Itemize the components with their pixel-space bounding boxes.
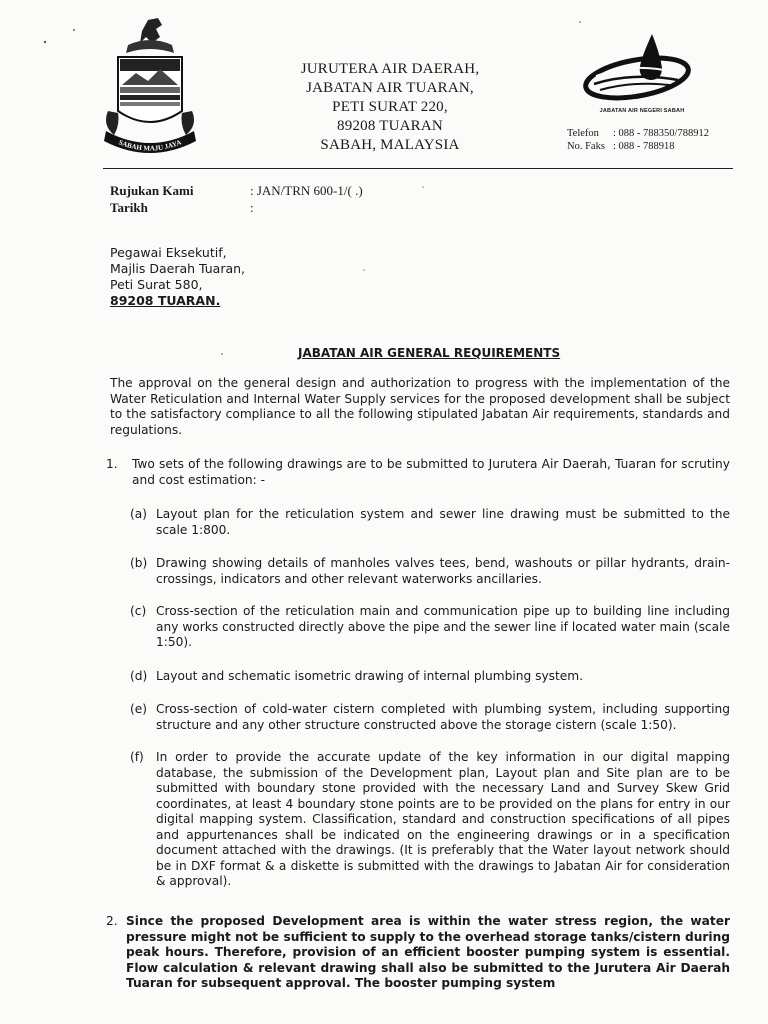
sub-item-text: Cross-section of the reticulation main and communication pipe up to building line including any works constructed directly above the pipe and the sewer line if located water main (scale 1:50). [156,604,730,649]
address-line: SABAH, MALAYSIA [320,137,460,153]
intro-paragraph: The approval on the general design and authorization to progress with the implementation of the Water Reticulation and Internal Water Supply services for the proposed development shall be subject to the satisfactory compliance to all the following stipulated Jabatan Air requirements, standards and regulations. [110,376,730,437]
sub-item-letter: (d) [130,669,148,683]
sub-item-text: Layout and schematic isometric drawing of internal plumbing system. [156,669,584,683]
address-line: 89208 TUARAN [337,118,443,134]
recipient-line: Majlis Daerah Tuaran, [110,261,246,276]
address-line: JURUTERA AIR DAERAH, [300,61,480,77]
item-number: 2. [106,914,118,928]
item-text: Since the proposed Development area is within the water stress region, the water pressure might not be sufficient to supply to the overhead storage tanks/cistern during peak hours. Therefore, provision of an efficient booster pumping system is essential. Flow calculation & relevant drawing shall also be submitted to the Jurutera Air Daerah Tuaran for subsequent approval. The booster pumping system [126,914,730,990]
address-line: JABATAN AIR TUARAN, [306,80,474,96]
sub-item-letter: (a) [130,507,147,521]
address-line: PETI SURAT 220, [332,99,448,115]
sub-item-text: Drawing showing details of manholes valves tees, bend, washouts or pillar hydrants, drain-crossings, indicators and other relevant waterworks ancillaries. [156,556,730,586]
fax-label: No. Faks [567,141,605,152]
sub-item-letter: (b) [130,556,148,570]
agency-name: JABATAN AIR NEGERI SABAH [599,108,685,114]
item-text: Two sets of the following drawings are to be submitted to Jurutera Air Daerah, Tuaran for scrutiny and cost estimation: - [132,457,730,487]
fax-value: : 088 - 788918 [613,141,675,152]
phone-label: Telefon [567,128,599,139]
reference-value: : JAN/TRN 600-1/( .) [250,183,363,198]
item-number: 1. [106,457,118,471]
sub-item-text: In order to provide the accurate update of the key information in our digital mapping database, the submission of the Development plan, Layout plan and Site plan are to be submitted with boundary stone provided with the necessary Land and Survey Skew Grid coordinates, at least 4 boundary stone points are to be provided on the plans for entry in our digital mapping system. Classification, standard and construction specifications of all pipes and appurtenances shall be indicated on the engineering drawings or in a specification document attached with the drawings. (It is preferably that the Water layout network should be in DXF format & a diskette is submitted with the drawings to Jabatan Air for consideration & approval). [156,750,730,888]
sub-item-text: Layout plan for the reticulation system and sewer line drawing must be submitted to the scale 1:800. [156,507,730,537]
sub-item-letter: (f) [130,750,144,764]
date-value: : [250,200,254,215]
reference-label: Rujukan Kami [110,183,194,198]
document-title: JABATAN AIR GENERAL REQUIREMENTS [298,346,561,360]
crest-motto: SABAH MAJU JAYA [117,138,183,153]
phone-value: : 088 - 788350/788912 [613,128,709,139]
sub-item-text: Cross-section of cold-water cistern completed with plumbing system, including supporting structure and any other structure constructed above the storage cistern (scale 1:50). [156,702,730,732]
sub-item-letter: (c) [130,604,147,618]
date-label: Tarikh [110,200,148,215]
recipient-line: Pegawai Eksekutif, [110,245,227,260]
sub-item-letter: (e) [130,702,148,716]
recipient-postcode: 89208 TUARAN. [110,293,221,308]
recipient-line: Peti Surat 580, [110,277,203,292]
